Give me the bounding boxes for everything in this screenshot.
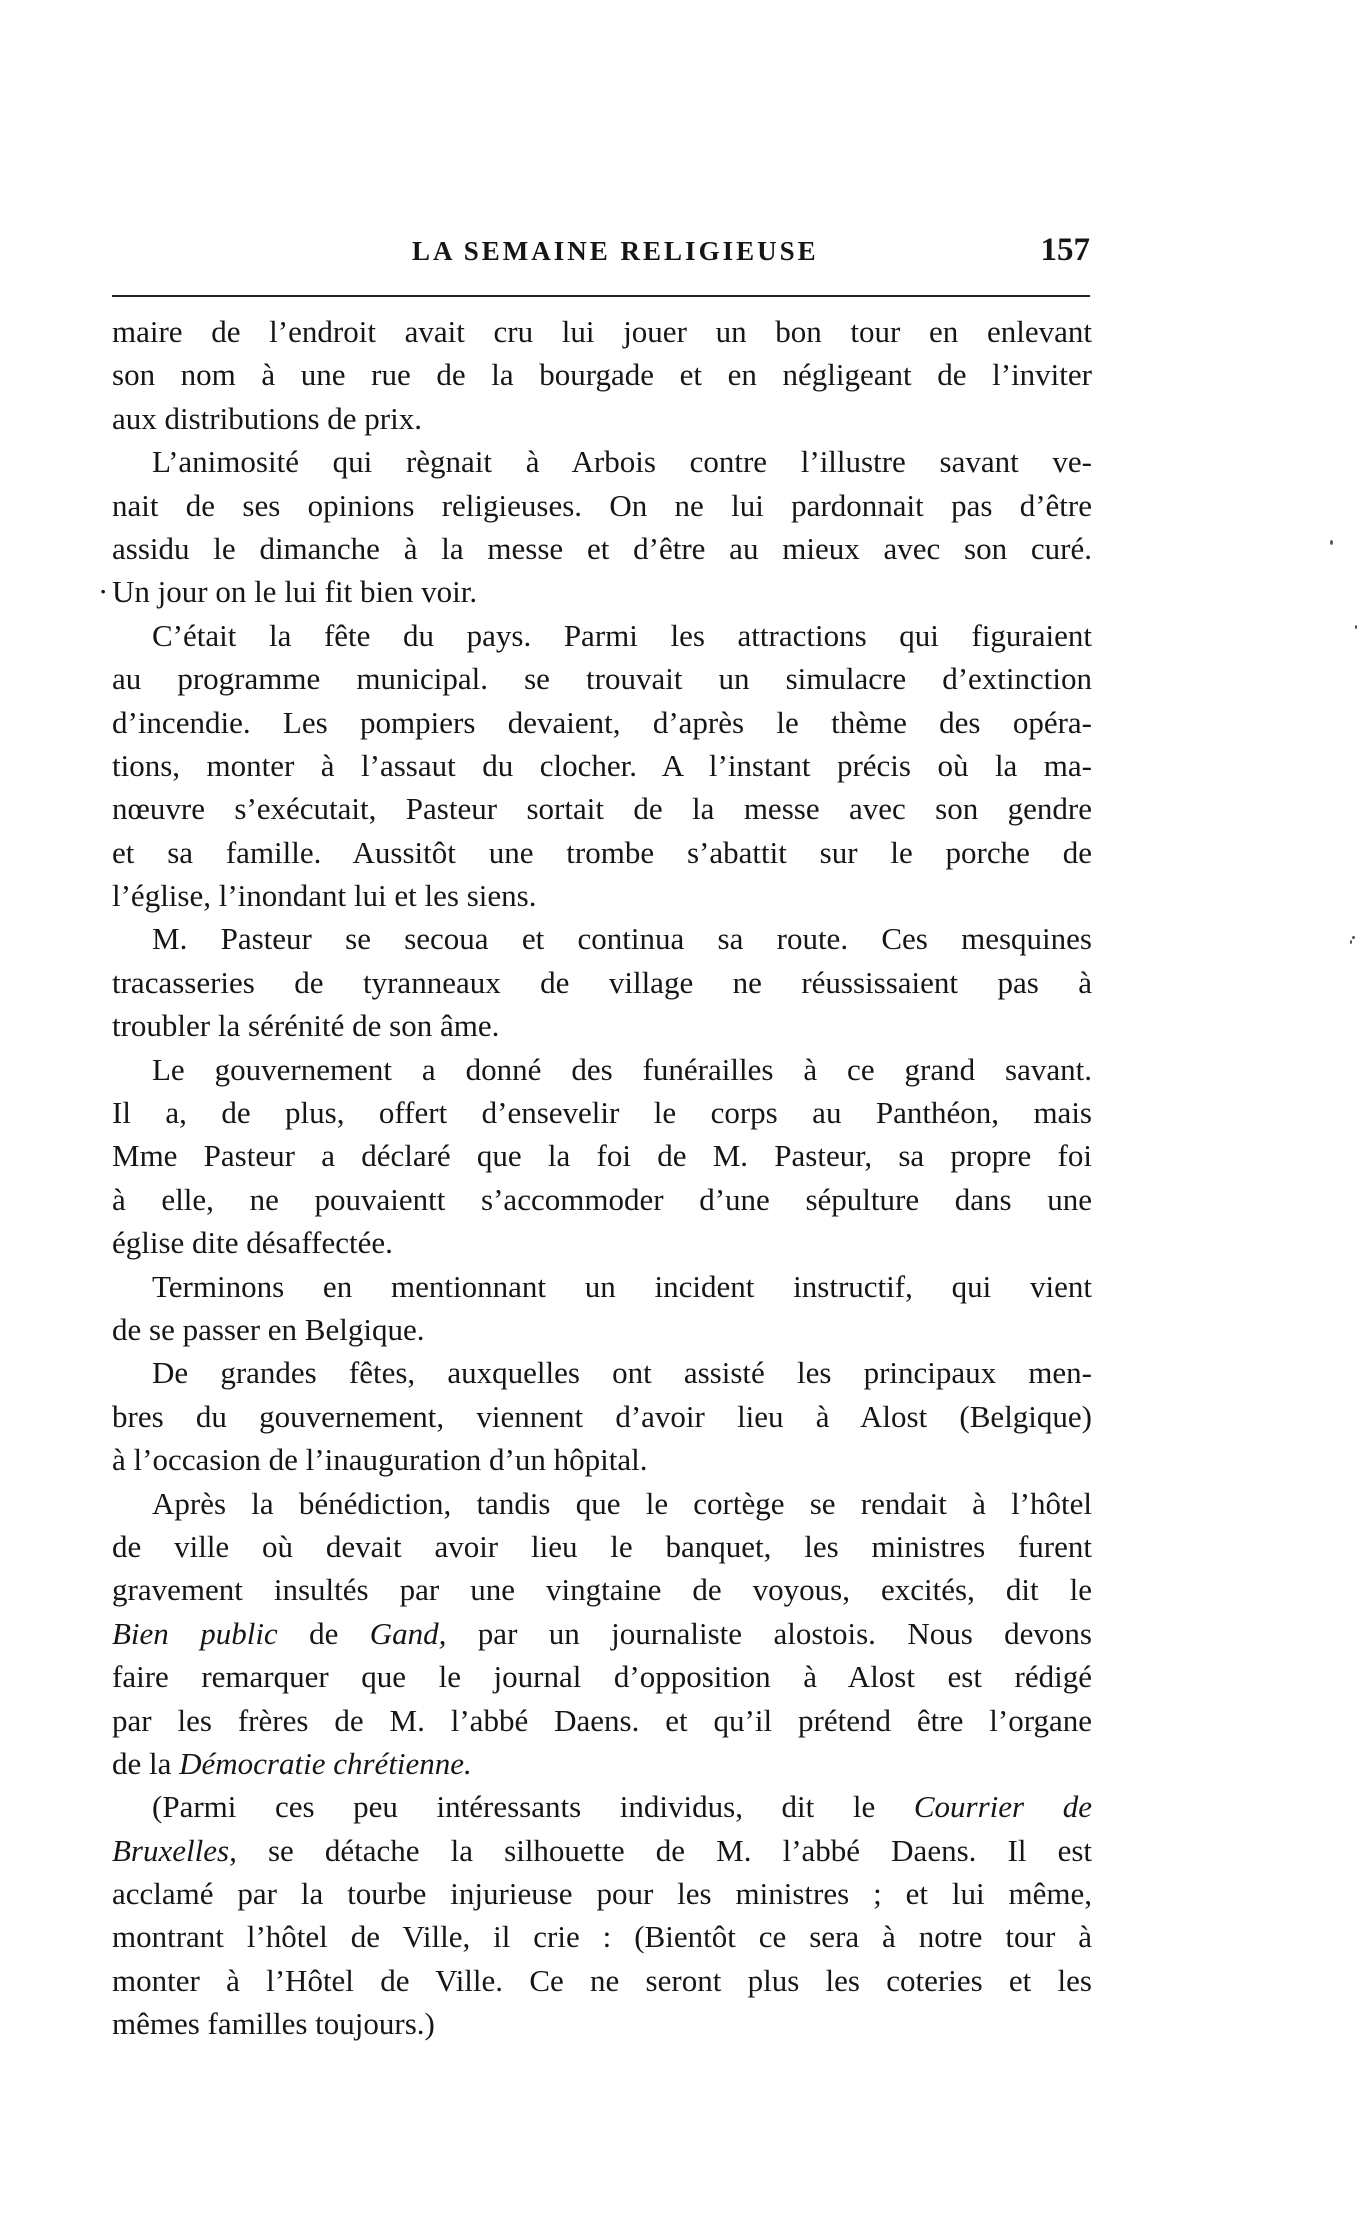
text-segment: maire de l’endroit avait cru lui jouer un bon tour en enlevant	[112, 314, 1092, 349]
text-line	[112, 1265, 1092, 1308]
scan-speck	[1355, 625, 1357, 629]
text-line	[112, 1655, 1092, 1698]
text-segment: et sa famille. Aussitôt une trombe s’abattit sur le porche de	[112, 834, 1092, 870]
text-line	[112, 527, 1092, 570]
text-segment: nœuvre s’exécutait, Pasteur sortait de la messe avec son gendre	[112, 791, 1092, 827]
text-line	[112, 1351, 1092, 1394]
text-line	[112, 2002, 1092, 2045]
text-segment: troubler la sérénité de son âme.	[112, 1008, 500, 1044]
text-segment: de se passer en Belgique.	[112, 1311, 425, 1347]
text-line	[112, 1785, 1092, 1828]
text-line	[112, 484, 1092, 527]
text-line	[112, 1308, 1092, 1351]
text-line	[112, 1872, 1092, 1915]
text-segment: Terminons en mentionnant un incident instructif, qui vient	[152, 1268, 1092, 1304]
text-line	[112, 1395, 1092, 1438]
text-line	[112, 440, 1092, 483]
text-segment: Après la bénédiction, tandis que le cortège se rendait à l’hôtel	[152, 1485, 1092, 1521]
text-segment: à l’occasion de l’inauguration d’un hôpital.	[112, 1442, 648, 1478]
text-line	[112, 1134, 1092, 1177]
text-segment: l’église, l’inondant lui et les siens.	[112, 878, 537, 914]
italic-text: Bien public	[112, 1615, 278, 1651]
text-segment: nait de ses opinions religieuses. On ne lui pardonnait pas d’être	[112, 487, 1092, 523]
text-segment: tracasseries de tyranneaux de village ne réussissaient pas à	[112, 964, 1092, 1000]
text-line	[112, 1048, 1092, 1091]
text-segment: assidu le dimanche à la messe et d’être au mieux avec son curé.	[112, 530, 1092, 566]
text-segment: par les frères de M. l’abbé Daens. et qu’il prétend être l’organe	[112, 1702, 1092, 1738]
text-line	[112, 1612, 1092, 1655]
text-segment: montrant l’hôtel de Ville, il crie : (Bientôt ce sera à notre tour à	[112, 1919, 1092, 1955]
text-segment: Un jour on le lui fit bien voir.	[112, 574, 478, 610]
text-line	[112, 1915, 1092, 1958]
text-line	[112, 353, 1092, 396]
text-segment: Il a, de plus, offert d’ensevelir le corps au Panthéon, mais	[112, 1095, 1092, 1131]
scan-speck	[1352, 936, 1355, 939]
page-number: 157	[1040, 232, 1090, 268]
text-line	[112, 1091, 1092, 1134]
text-line	[112, 1004, 1092, 1047]
text-line	[112, 831, 1092, 874]
text-segment: De grandes fêtes, auxquelles ont assisté les principaux men-	[152, 1355, 1092, 1391]
text-line	[112, 787, 1092, 830]
text-segment: son nom à une rue de la bourgade et en négligeant de l’inviter	[112, 357, 1092, 393]
text-segment: C’était la fête du pays. Parmi les attractions qui figuraient	[152, 617, 1092, 653]
line-lead-mark: ·	[98, 574, 109, 610]
italic-text: Démocratie chrétienne.	[179, 1745, 472, 1781]
text-segment: L’animosité qui règnait à Arbois contre l’illustre savant ve-	[152, 444, 1092, 480]
text-line	[112, 917, 1092, 960]
text-line	[112, 1829, 1092, 1872]
text-segment: au programme municipal. se trouvait un simulacre d’extinction	[112, 661, 1092, 697]
italic-text: Bruxelles,	[112, 1832, 237, 1868]
scan-speck	[1330, 540, 1333, 545]
header-rule	[112, 295, 1090, 297]
text-segment: de la	[112, 1745, 180, 1781]
text-segment: de	[277, 1615, 370, 1651]
text-line	[112, 1482, 1092, 1525]
text-line	[112, 1699, 1092, 1742]
text-segment: aux distributions de prix.	[112, 400, 422, 436]
text-segment: monter à l’Hôtel de Ville. Ce ne seront plus les coteries et les	[112, 1962, 1092, 1998]
text-segment: église dite désaffectée.	[112, 1225, 393, 1261]
text-segment: (Parmi ces peu intéressants individus, dit le	[152, 1789, 914, 1825]
text-line	[112, 1438, 1092, 1481]
text-segment: par un journaliste alostois. Nous devons	[446, 1615, 1092, 1651]
text-line	[98, 570, 1092, 613]
text-segment: bres du gouvernement, viennent d’avoir lieu à Alost (Belgique)	[112, 1398, 1092, 1434]
text-segment: Le gouvernement a donné des funérailles à ce grand savant.	[152, 1051, 1092, 1087]
text-segment: se détache la silhouette de M. l’abbé Daens. Il est	[236, 1832, 1092, 1868]
text-segment: faire remarquer que le journal d’opposition à Alost est rédigé	[112, 1659, 1092, 1695]
text-segment: d’incendie. Les pompiers devaient, d’après le thème des opéra-	[112, 704, 1092, 740]
text-line	[112, 1742, 1092, 1785]
page-header	[112, 232, 1090, 278]
text-segment: à elle, ne pouvaientt s’accommoder d’une sépulture dans une	[112, 1181, 1092, 1217]
text-line	[112, 961, 1092, 1004]
italic-text: Gand,	[369, 1615, 447, 1651]
text-segment: Mme Pasteur a déclaré que la foi de M. Pasteur, sa propre foi	[112, 1138, 1092, 1174]
text-line	[112, 744, 1092, 787]
body-text	[98, 310, 1092, 2046]
text-line	[112, 1959, 1092, 2002]
text-segment: gravement insultés par une vingtaine de voyous, excités, dit le	[112, 1572, 1092, 1608]
text-line	[112, 1178, 1092, 1221]
text-line	[112, 701, 1092, 744]
text-line	[112, 1568, 1092, 1611]
text-line	[112, 614, 1092, 657]
text-line	[112, 310, 1092, 353]
text-line	[112, 1221, 1092, 1264]
text-segment: mêmes familles toujours.)	[112, 2006, 435, 2042]
text-segment: acclamé par la tourbe injurieuse pour les ministres ; et lui même,	[112, 1876, 1092, 1912]
text-segment: M. Pasteur se secoua et continua sa route. Ces mesquines	[152, 921, 1092, 957]
text-line	[112, 874, 1092, 917]
text-line	[112, 397, 1092, 440]
text-segment: de ville où devait avoir lieu le banquet, les ministres furent	[112, 1528, 1092, 1564]
text-line	[112, 1525, 1092, 1568]
text-line	[112, 657, 1092, 700]
scan-speck	[1350, 940, 1352, 944]
running-title: LA SEMAINE RELIGIEUSE	[412, 236, 819, 266]
text-segment: tions, monter à l’assaut du clocher. A l’instant précis où la ma-	[112, 747, 1092, 783]
italic-text: Courrier de	[913, 1789, 1092, 1825]
